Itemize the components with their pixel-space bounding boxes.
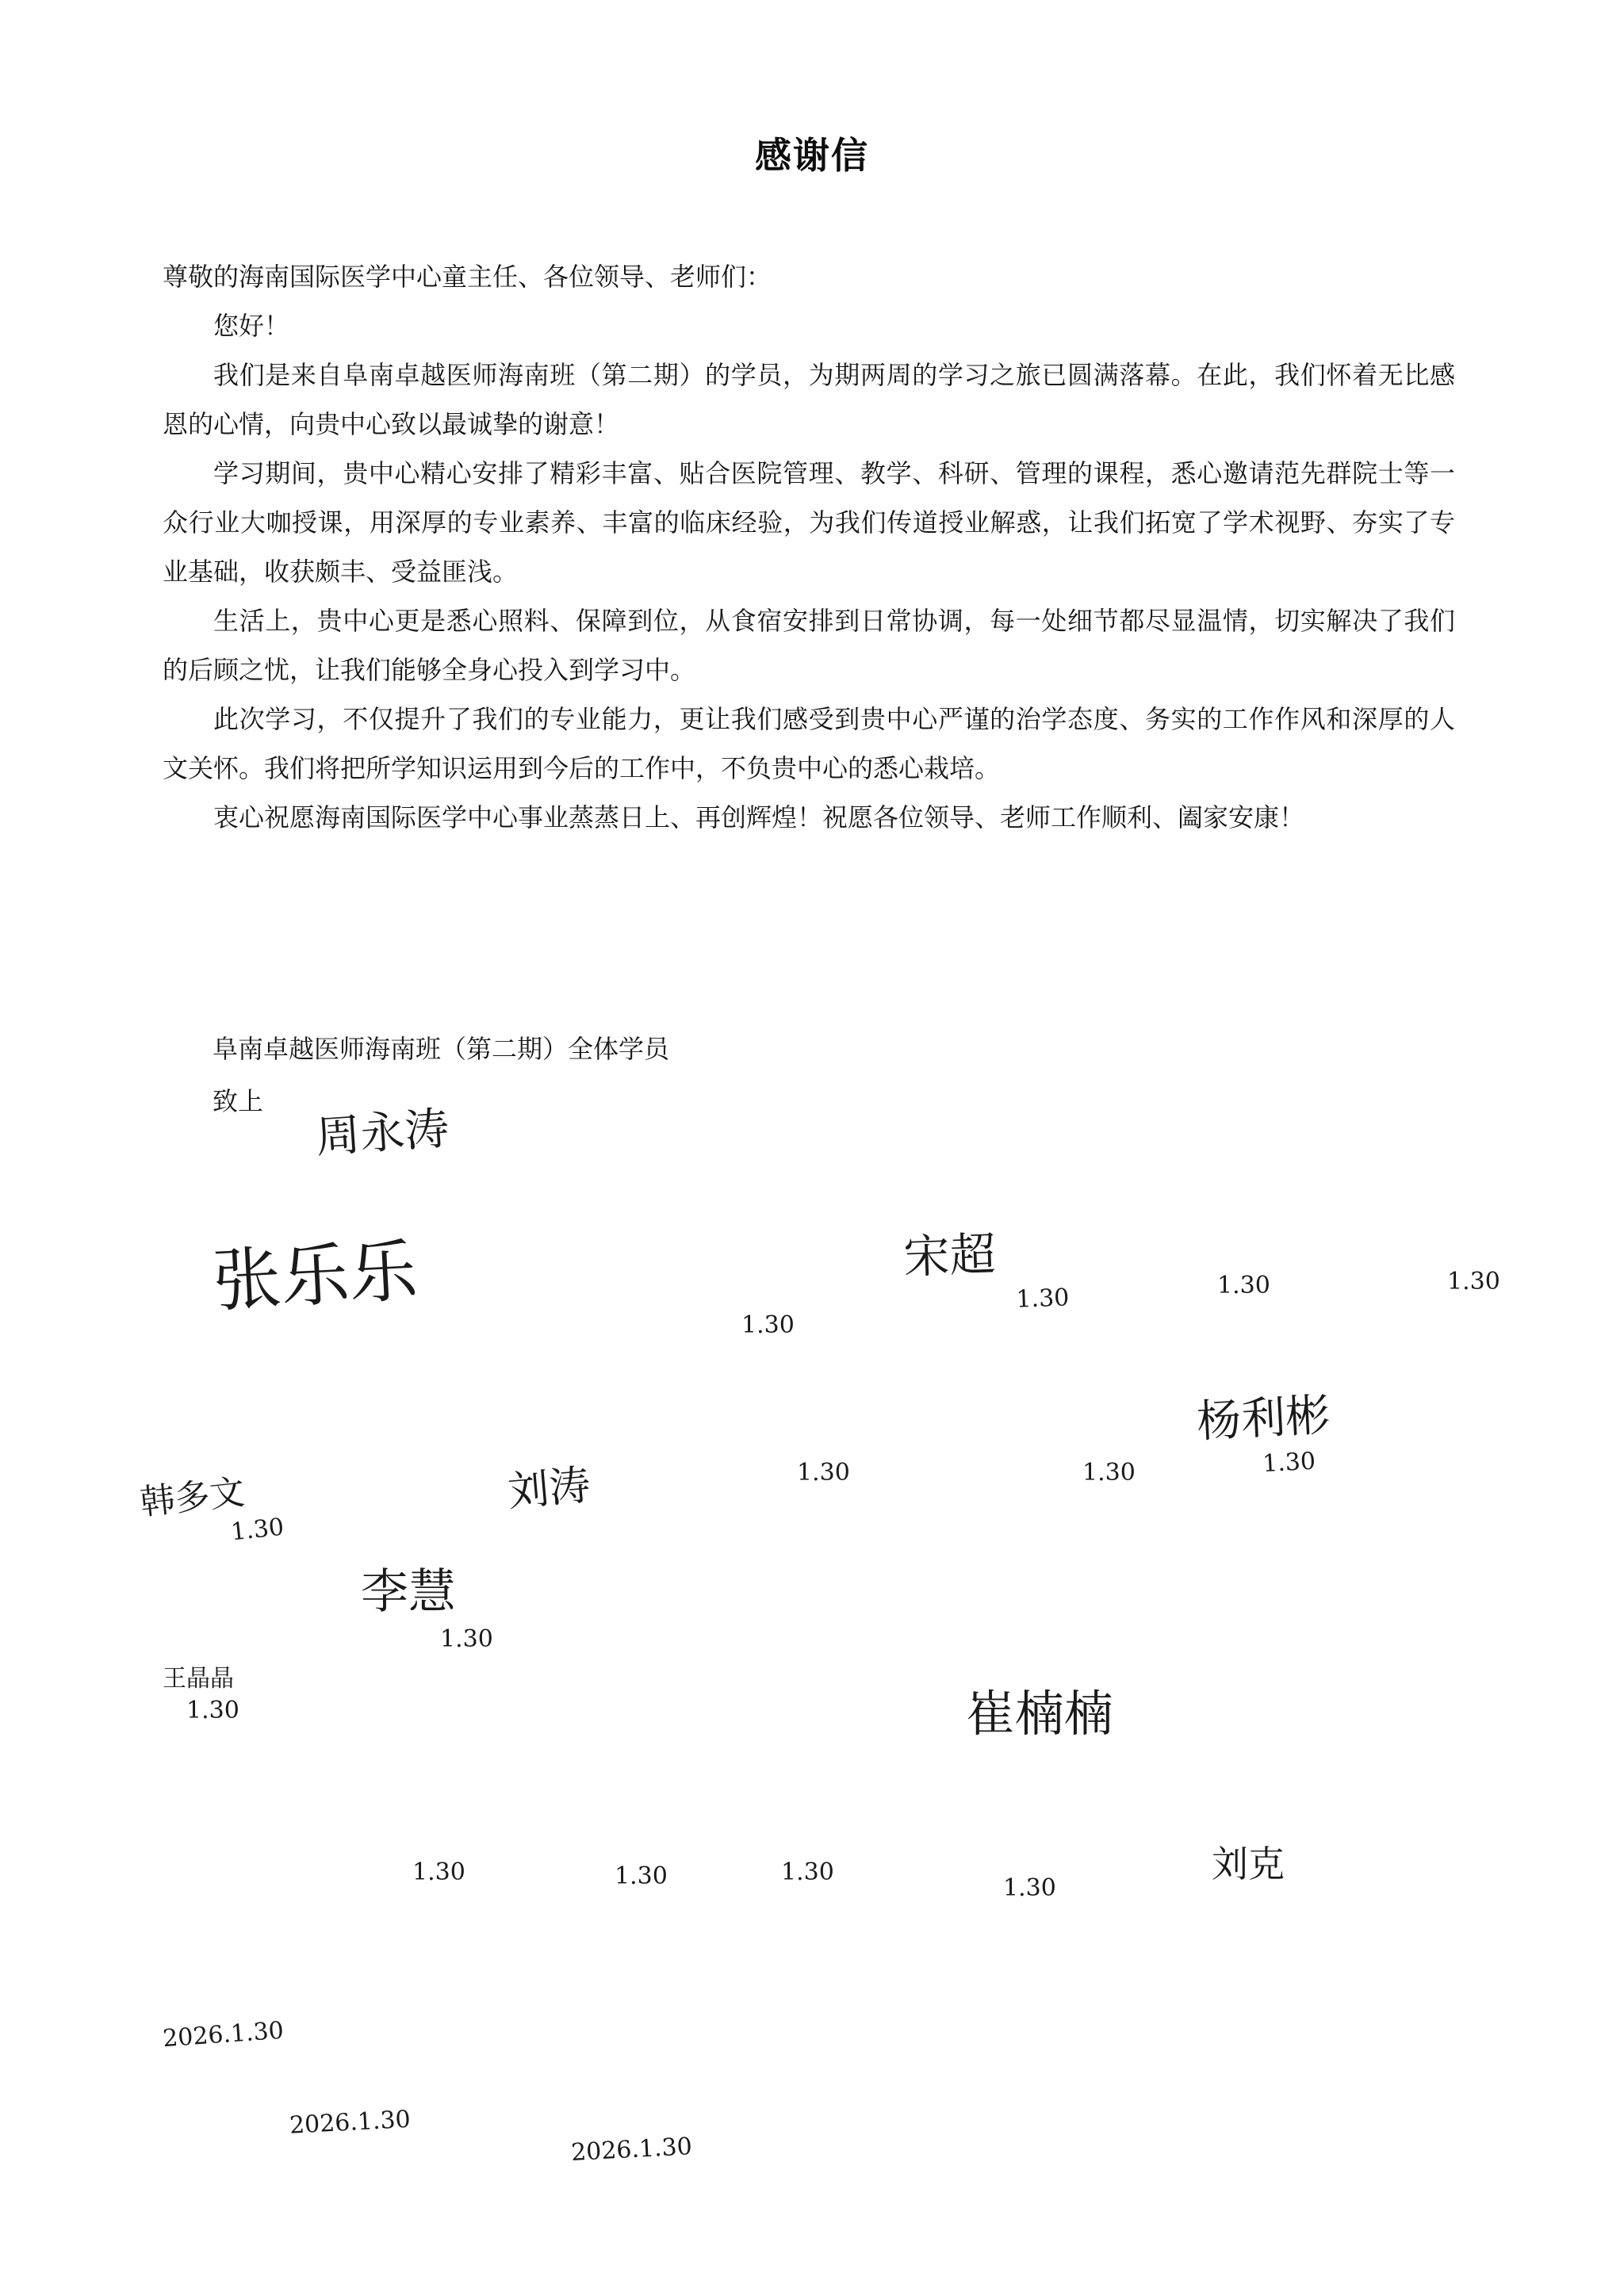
closing-zhishang: 致上 bbox=[213, 1086, 264, 1116]
body-paragraph: 生活上，贵中心更是悉心照料、保障到位，从食宿安排到日常协调，每一处细节都尽显温情，切实解决了我们的后顾之忧，让我们能够全身心投入到学习中。 bbox=[163, 606, 1455, 685]
body-paragraph: 衷心祝愿海南国际医学中心事业蒸蒸日上、再创辉煌！祝愿各位领导、老师工作顺利、阖家安康！ bbox=[213, 802, 1305, 832]
signature: 张乐乐 bbox=[210, 1231, 419, 1322]
signature: 王晶晶 1.30 bbox=[163, 1665, 239, 1724]
body-paragraph: 此次学习，不仅提升了我们的专业能力，更让我们感受到贵中心严谨的治学态度、务实的工作作风和深厚的人文关怀。我们将把所学知识运用到今后的工作中，不负贵中心的悉心栽培。 bbox=[163, 704, 1455, 783]
greeting-paragraph: 您好！ bbox=[213, 311, 290, 341]
signature: 1.30 bbox=[741, 1311, 795, 1339]
signature: 杨利彬 1.30 bbox=[1195, 1389, 1331, 1479]
signature: 宋超 1.30 bbox=[902, 1226, 1070, 1314]
signature: 1.30 bbox=[1003, 1874, 1056, 1902]
letter-title: 感谢信 bbox=[755, 134, 869, 177]
signature: 1.30 bbox=[781, 1858, 834, 1886]
body-paragraph: 学习期间，贵中心精心安排了精彩丰富、贴合医院管理、教学、科研、管理的课程，悉心邀请范先群院士等一众行业大咖授课，用深厚的专业素养、丰富的临床经验，为我们传道授业解惑，让我们拓宽了学术视野、夯实了专业基础，收获颇丰、受益匪浅。 bbox=[163, 458, 1455, 587]
signature: 崔楠楠 bbox=[966, 1685, 1114, 1743]
closing-line: 阜南卓越医师海南班（第二期）全体学员 bbox=[213, 1034, 670, 1064]
signature: 1.30 bbox=[412, 1858, 465, 1886]
letter-body bbox=[163, 252, 1455, 842]
signature: 刘克 bbox=[1212, 1843, 1285, 1885]
signature: 李慧 1.30 bbox=[361, 1564, 493, 1653]
signature: 1.30 bbox=[1082, 1459, 1136, 1487]
signature: 1.30 bbox=[797, 1459, 850, 1487]
salutation: 尊敬的海南国际医学中心童主任、各位领导、老师们： bbox=[163, 262, 772, 292]
signature: 2026.1.30 bbox=[289, 2105, 412, 2140]
body-paragraph: 我们是来自阜南卓越医师海南班（第二期）的学员，为期两周的学习之旅已圆满落幕。在此，我们怀着无比感恩的心情，向贵中心致以最诚挚的谢意！ bbox=[163, 360, 1455, 439]
signature: 1.30 bbox=[1217, 1272, 1270, 1299]
signature: 1.30 bbox=[1447, 1268, 1500, 1295]
signature: 周永涛 bbox=[314, 1103, 451, 1164]
signature: 韩多文 1.30 bbox=[138, 1471, 285, 1547]
signature: 刘涛 bbox=[506, 1461, 592, 1517]
signature: 2026.1.30 bbox=[570, 2133, 693, 2167]
signature: 2026.1.30 bbox=[162, 2016, 285, 2053]
signature: 1.30 bbox=[615, 1862, 668, 1890]
